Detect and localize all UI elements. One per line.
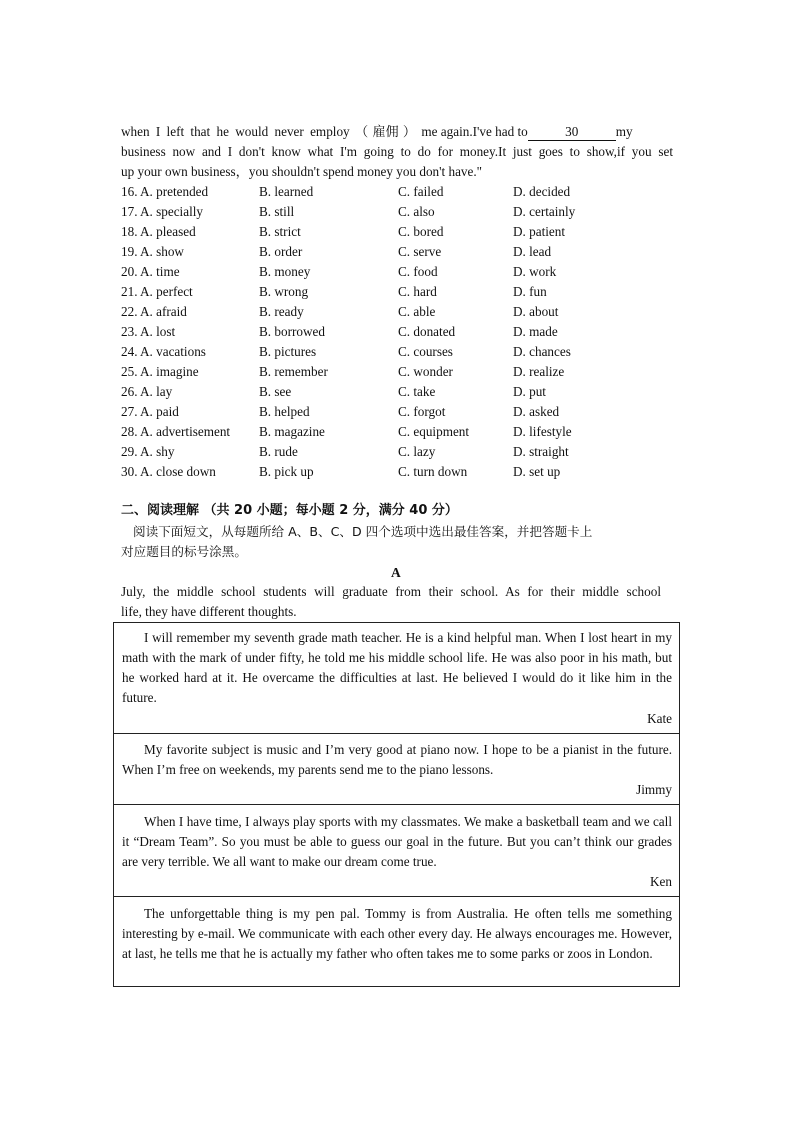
option-b: B. helped (259, 404, 310, 419)
option-b: B. rude (259, 444, 298, 459)
option-b: B. learned (259, 184, 314, 199)
option-d: D. realize (513, 364, 565, 379)
option-d: D. made (513, 324, 558, 339)
passage-line-1-a: when I left that he would never employ (121, 124, 350, 139)
option-a: A. advertisement (140, 424, 231, 439)
passage-line-3: up your own business，you shouldn't spend money you don't have." (121, 164, 483, 179)
question-row (0, 462, 794, 482)
option-a: A. perfect (140, 284, 193, 299)
option-d: D. lifestyle (513, 424, 572, 439)
entries-box (113, 622, 680, 987)
entry-kate (114, 623, 679, 733)
option-c: C. forgot (398, 404, 446, 419)
option-a: A. imagine (140, 364, 199, 379)
entry-author: Jimmy (636, 782, 672, 797)
question-row (0, 422, 794, 442)
question-row (0, 262, 794, 282)
option-c: C. take (398, 384, 436, 399)
question-number: 16. (121, 184, 138, 199)
question-number: 22. (121, 304, 138, 319)
option-b: B. pictures (259, 344, 317, 359)
option-c: C. turn down (398, 464, 468, 479)
entry-text: When I have time, I always play sports with my classmates. We make a basketball team and we call it “Dream Team”. So you must be able to guess our goal in the future. But you can’t think our grades are very terrible. We all want to make our dream come true. (122, 814, 672, 869)
option-d: D. chances (513, 344, 571, 359)
option-d: D. work (513, 264, 557, 279)
question-number: 21. (121, 284, 138, 299)
question-number: 17. (121, 204, 138, 219)
option-b: B. see (259, 384, 292, 399)
question-row (0, 182, 794, 202)
option-b: B. still (259, 204, 295, 219)
option-b: B. ready (259, 304, 304, 319)
option-b: B. order (259, 244, 303, 259)
option-c: C. food (398, 264, 438, 279)
question-row (0, 242, 794, 262)
option-c: C. donated (398, 324, 456, 339)
option-c: C. serve (398, 244, 442, 259)
entry-text: I will remember my seventh grade math teacher. He is a kind helpful man. When I lost heart in my math with the mark of under fifty, he told me his middle school life. He was also poor in his math, but he worked hard at it. He overcame the difficulties at last. He believed I would do it like him in the future. (122, 630, 672, 705)
question-row (0, 302, 794, 322)
passage-line-1 (121, 122, 673, 143)
option-b: B. wrong (259, 284, 309, 299)
option-d: D. patient (513, 224, 566, 239)
section-instruction-2: 对应题目的标号涂黑。 (121, 544, 247, 559)
option-d: D. decided (513, 184, 571, 199)
question-number: 20. (121, 264, 138, 279)
option-c: C. wonder (398, 364, 453, 379)
entry-fourth (114, 896, 679, 986)
entry-jimmy (114, 733, 679, 804)
option-c: C. courses (398, 344, 453, 359)
blank-number: 30 (565, 124, 579, 139)
option-d: D. about (513, 304, 559, 319)
option-c: C. equipment (398, 424, 470, 439)
question-row (0, 342, 794, 362)
question-row (0, 322, 794, 342)
option-a: A. vacations (140, 344, 206, 359)
question-number: 19. (121, 244, 138, 259)
option-a: A. shy (140, 444, 175, 459)
option-b: B. remember (259, 364, 328, 379)
option-d: D. put (513, 384, 546, 399)
option-c: C. also (398, 204, 435, 219)
option-b: B. pick up (259, 464, 314, 479)
question-row (0, 222, 794, 242)
option-a: A. show (140, 244, 184, 259)
question-number: 23. (121, 324, 138, 339)
option-c: C. hard (398, 284, 437, 299)
passage-line-1-c: my (615, 124, 633, 139)
question-number: 25. (121, 364, 138, 379)
option-b: B. strict (259, 224, 301, 239)
intro-line-1: July, the middle school students will graduate from their school. As for their middle school (121, 584, 661, 599)
entry-author: Ken (650, 874, 672, 889)
option-a: A. lost (140, 324, 176, 339)
question-row (0, 282, 794, 302)
question-row (0, 382, 794, 402)
option-c: C. bored (398, 224, 444, 239)
option-b: B. money (259, 264, 311, 279)
option-b: B. borrowed (259, 324, 325, 339)
chinese-gloss: （ 雇佣 ） (354, 125, 417, 140)
option-b: B. magazine (259, 424, 325, 439)
passage-line-2: business now and I don't know what I'm going to do for money.It just goes to show,if you set (121, 144, 673, 159)
passage-label: A (391, 565, 401, 580)
option-a: A. pretended (140, 184, 209, 199)
option-a: A. afraid (140, 304, 187, 319)
option-a: A. pleased (140, 224, 196, 239)
answer-blank (528, 124, 616, 141)
question-number: 27. (121, 404, 138, 419)
entry-author: Kate (647, 711, 672, 726)
question-number: 29. (121, 444, 138, 459)
question-number: 18. (121, 224, 138, 239)
option-c: C. lazy (398, 444, 436, 459)
question-number: 24. (121, 344, 138, 359)
question-row (0, 362, 794, 382)
option-a: A. specially (140, 204, 203, 219)
option-d: D. straight (513, 444, 569, 459)
option-a: A. time (140, 264, 180, 279)
option-a: A. paid (140, 404, 179, 419)
question-number: 30. (121, 464, 138, 479)
question-row (0, 442, 794, 462)
question-number: 28. (121, 424, 138, 439)
option-c: C. failed (398, 184, 444, 199)
option-a: A. close down (140, 464, 216, 479)
option-c: C. able (398, 304, 436, 319)
intro-line-2: life, they have different thoughts. (121, 604, 297, 619)
option-d: D. asked (513, 404, 560, 419)
option-d: D. certainly (513, 204, 576, 219)
option-a: A. lay (140, 384, 173, 399)
option-d: D. lead (513, 244, 552, 259)
entry-text: The unforgettable thing is my pen pal. Tommy is from Australia. He often tells me something interesting by e-mail. We communicate with each other every day. He always encourages me. However, at last, he tells me that he is actually my father who often takes me to some parks or zoos in London. (122, 906, 672, 961)
section-heading: 二、阅读理解 （共 20 小题；每小题 2 分，满分 40 分） (121, 503, 458, 518)
option-d: D. set up (513, 464, 561, 479)
entry-text: My favorite subject is music and I’m very good at piano now. I hope to be a pianist in the future. When I’m free on weekends, my parents send me to the piano lessons. (122, 742, 672, 777)
section-instruction-1: 阅读下面短文，从每题所给 A、B、C、D 四个选项中选出最佳答案，并把答题卡上 (133, 524, 593, 539)
question-row (0, 202, 794, 222)
option-d: D. fun (513, 284, 547, 299)
passage-line-1-b: me again.I've had to (421, 124, 528, 139)
entry-ken (114, 804, 679, 896)
question-row (0, 402, 794, 422)
question-number: 26. (121, 384, 138, 399)
